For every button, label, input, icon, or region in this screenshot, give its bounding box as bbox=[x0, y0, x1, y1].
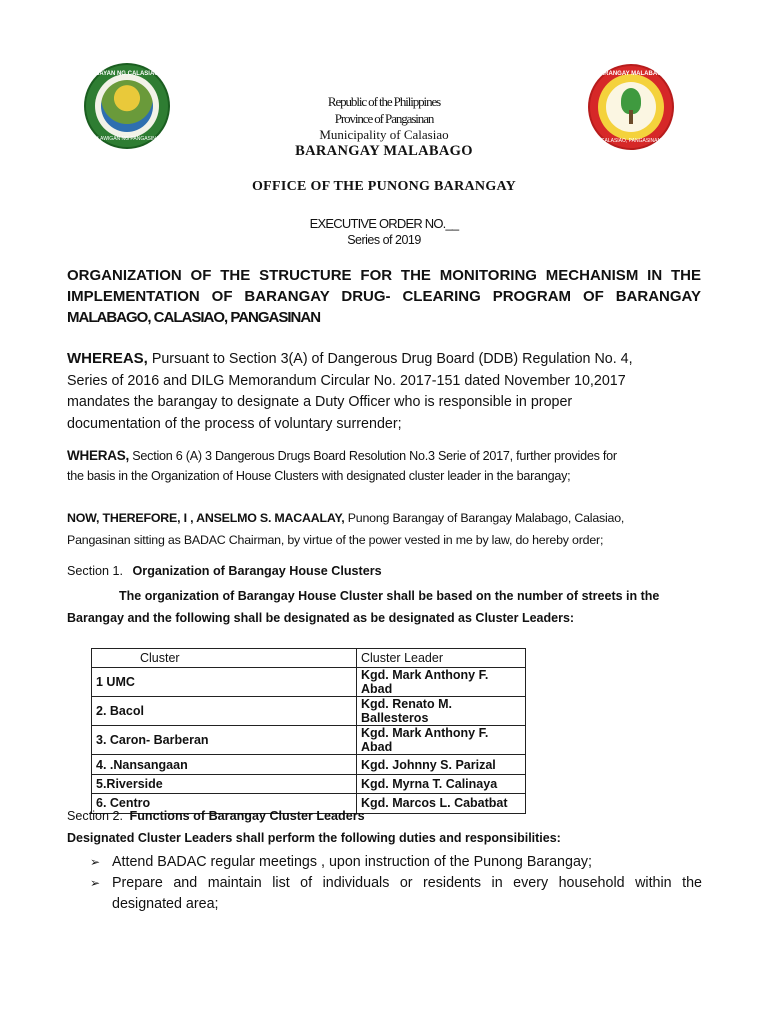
seal-bottom-text: LALAWIGAN NG PANGASINAN bbox=[91, 136, 163, 142]
leader-cell: Kgd. Myrna T. Calinaya bbox=[357, 774, 526, 793]
seal-top-text: BARANGAY MALABAGO bbox=[595, 71, 667, 77]
header-cluster: Cluster bbox=[92, 649, 357, 668]
section-2-heading bbox=[67, 809, 365, 823]
cluster-cell: 1 UMC bbox=[92, 668, 357, 697]
table-row bbox=[92, 668, 526, 697]
section-title: Organization of Barangay House Clusters bbox=[132, 564, 382, 578]
table-header-row bbox=[92, 649, 526, 668]
paragraph-text: documentation of the process of voluntary surrender; bbox=[67, 415, 402, 432]
table-row bbox=[92, 755, 526, 774]
list-item bbox=[90, 873, 702, 915]
whereas-lead: WHERAS, bbox=[67, 448, 129, 463]
order-paragraph bbox=[67, 508, 701, 551]
section-1-heading bbox=[67, 564, 382, 578]
cluster-cell: 4. .Nansangaan bbox=[92, 755, 357, 774]
cluster-cell: 5.Riverside bbox=[92, 774, 357, 793]
whereas-lead: WHEREAS, bbox=[67, 350, 148, 367]
leader-cell: Kgd. Renato M. Ballesteros bbox=[357, 697, 526, 726]
leader-cell: Kgd. Mark Anthony F. Abad bbox=[357, 668, 526, 697]
duty-text: Prepare and maintain list of individuals or residents in every household within the bbox=[112, 875, 702, 891]
paragraph-text: Section 6 (A) 3 Dangerous Drugs Board Resolution No.3 Serie of 2017, further provides for bbox=[129, 449, 617, 463]
cluster-cell: 3. Caron- Barberan bbox=[92, 726, 357, 755]
paragraph-text: mandates the barangay to designate a Duty Officer who is responsible in proper bbox=[67, 394, 573, 410]
header-cluster-leader: Cluster Leader bbox=[357, 649, 526, 668]
title-line: ORGANIZATION OF THE STRUCTURE FOR THE MONITORING MECHANISM IN THE bbox=[67, 267, 701, 284]
municipality-line: Municipality of Calasiao bbox=[319, 127, 449, 142]
paragraph-text: the basis in the Organization of House Clusters with designated cluster leader in the barangay; bbox=[67, 469, 571, 483]
paragraph-text: The organization of Barangay House Cluster shall be based on the number of streets in the bbox=[119, 589, 660, 603]
section-label: Section 2. bbox=[67, 809, 124, 823]
seal-bottom-text: CALASIAO, PANGASINAN bbox=[600, 138, 662, 144]
paragraph-text: Series of 2016 and DILG Memorandum Circular No. 2017-151 dated November 10,2017 bbox=[67, 372, 626, 389]
section-label: Section 1. bbox=[67, 564, 124, 578]
whereas-paragraph-2 bbox=[67, 446, 701, 486]
section-title: Functions of Barangay Cluster Leaders bbox=[129, 809, 365, 823]
office-title: OFFICE OF THE PUNONG BARANGAY bbox=[251, 179, 517, 194]
leader-cell: Kgd. Mark Anthony F. Abad bbox=[357, 726, 526, 755]
paragraph-text: Barangay and the following shall be designated as be designated as Cluster Leaders: bbox=[67, 610, 575, 625]
seal-top-text: BAYAN NG CALASIAO bbox=[95, 71, 159, 77]
order-title bbox=[67, 265, 701, 328]
section-2-intro: Designated Cluster Leaders shall perform the following duties and responsibilities: bbox=[67, 831, 561, 845]
list-item bbox=[90, 852, 702, 873]
title-line: IMPLEMENTATION OF BARANGAY DRUG- CLEARING PROGRAM OF BARANGAY bbox=[67, 288, 701, 305]
leader-cell: Kgd. Marcos L. Cabatbat bbox=[357, 794, 526, 813]
cluster-table bbox=[91, 648, 526, 814]
cluster-cell: 6. Centro bbox=[92, 794, 357, 813]
table-row bbox=[92, 726, 526, 755]
paragraph-text: Pursuant to Section 3(A) of Dangerous Drug Board (DDB) Regulation No. 4, bbox=[147, 351, 633, 367]
arrow-bullet-icon: ➢ bbox=[90, 855, 101, 869]
duty-text: Attend BADAC regular meetings , upon instruction of the Punong Barangay; bbox=[112, 854, 593, 870]
whereas-paragraph-1 bbox=[67, 348, 701, 435]
province-line: Province of Pangasinan bbox=[334, 111, 434, 126]
barangay-name: BARANGAY MALABAGO bbox=[295, 143, 473, 159]
duties-list bbox=[90, 852, 702, 915]
republic-line: Republic of the Philippines bbox=[327, 94, 441, 109]
signatory-lead: NOW, THEREFORE, I , ANSELMO S. MACAALAY, bbox=[67, 511, 345, 525]
table-row bbox=[92, 774, 526, 793]
table-row bbox=[92, 697, 526, 726]
cluster-cell: 2. Bacol bbox=[92, 697, 357, 726]
section-1-body bbox=[67, 586, 701, 629]
executive-order-number: EXECUTIVE ORDER NO.__ bbox=[309, 216, 459, 231]
title-line: MALABAGO, CALASIAO, PANGASINAN bbox=[67, 309, 321, 326]
series-year: Series of 2019 bbox=[347, 233, 421, 247]
paragraph-text: Punong Barangay of Barangay Malabago, Calasiao, bbox=[344, 511, 625, 525]
duty-text: designated area; bbox=[112, 896, 219, 912]
arrow-bullet-icon: ➢ bbox=[90, 876, 101, 890]
leader-cell: Kgd. Johnny S. Parizal bbox=[357, 755, 526, 774]
paragraph-text: Pangasinan sitting as BADAC Chairman, by virtue of the power vested in me by law, do hereby order; bbox=[67, 532, 604, 547]
